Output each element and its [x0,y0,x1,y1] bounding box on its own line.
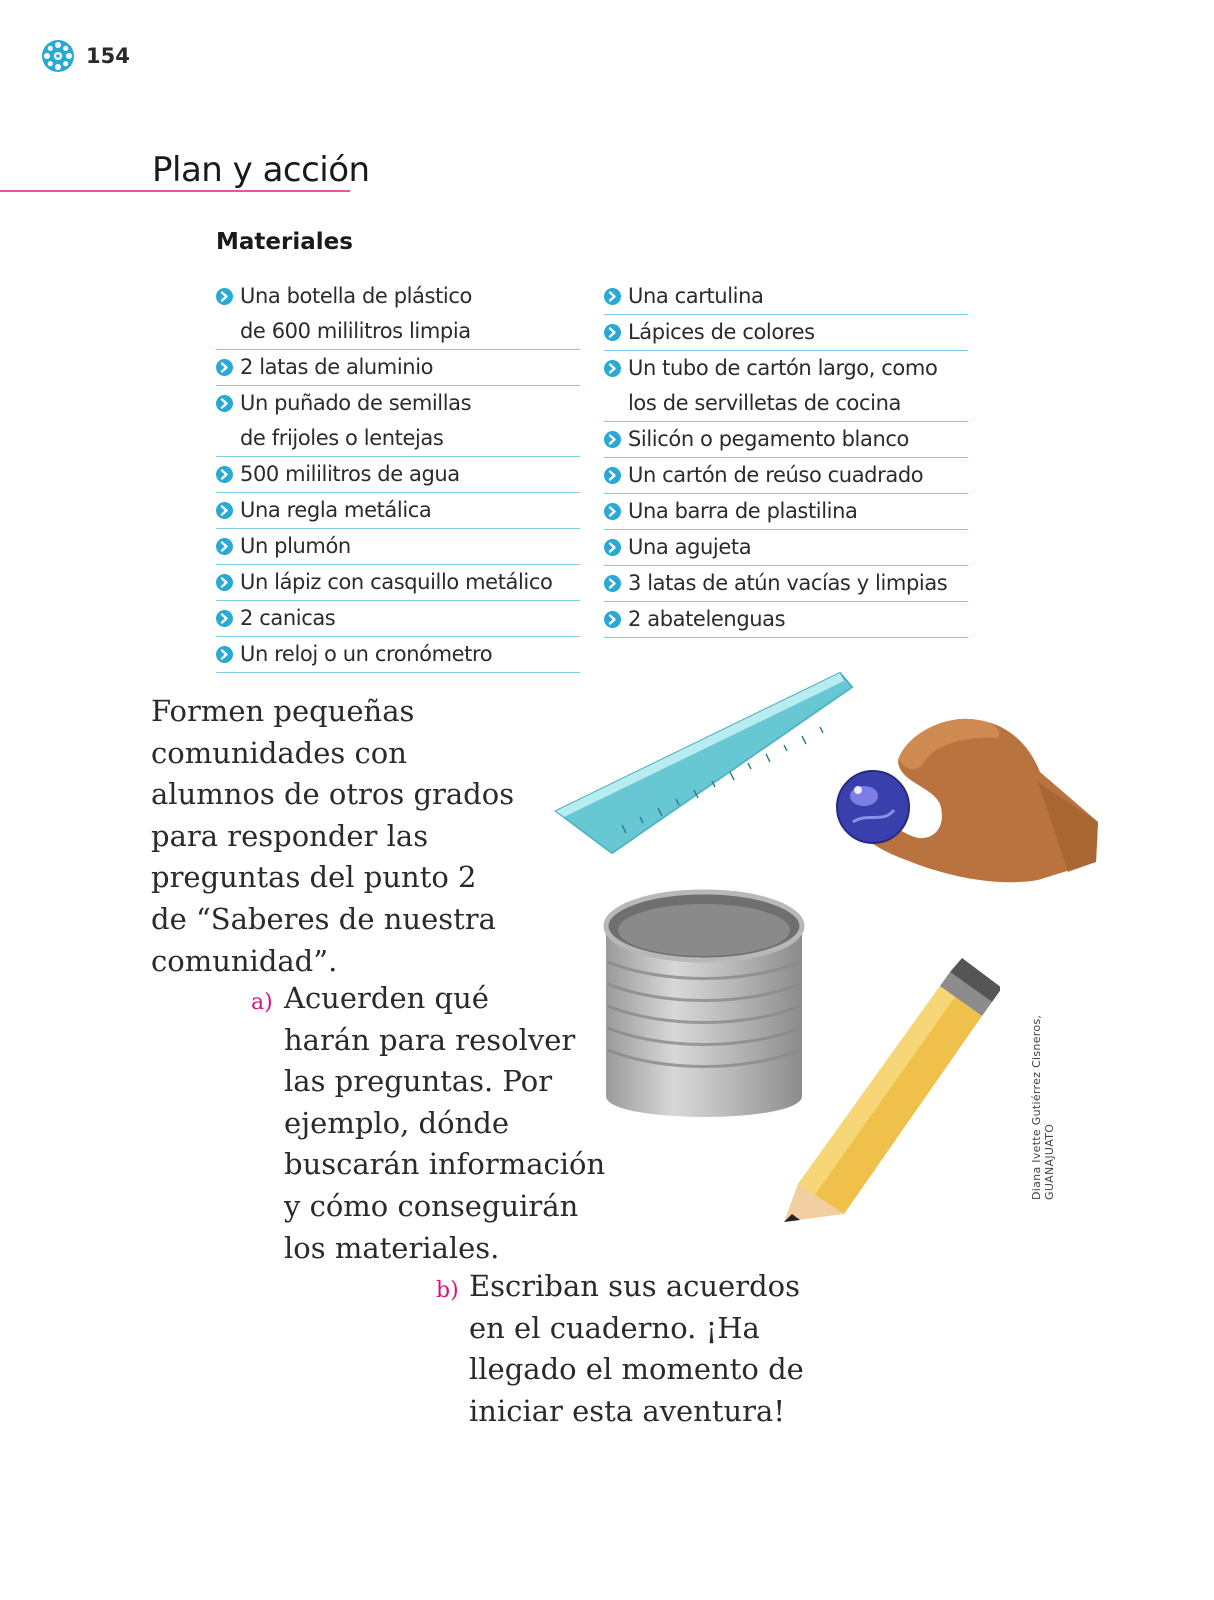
text-line: preguntas del punto 2 [151,860,477,895]
pencil-illustration [780,952,1000,1227]
material-item [216,493,580,529]
chevron-bullet-icon [216,359,233,376]
material-item-text: Una cartulina [628,284,764,308]
material-item [604,279,968,315]
material-item-text: Silicón o pegamento blanco [628,427,909,451]
illustration-credit: Diana Ivette Gutiérrez Cisneros, GUANAJUATO [1030,1014,1056,1200]
material-item-text: Lápices de colores [628,320,815,344]
chevron-bullet-icon [604,324,621,341]
material-item-text: Un lápiz con casquillo metálico [240,570,553,594]
chevron-bullet-icon [216,610,233,627]
ruler-illustration [552,665,857,865]
material-item [604,422,968,458]
material-item-text: Una regla metálica [240,498,432,522]
text-line: ejemplo, dónde [284,1105,509,1140]
item-b-marker: b) [436,1278,459,1303]
text-line: en el cuaderno. ¡Ha [469,1310,760,1345]
material-item [216,637,580,673]
material-item-text: Un cartón de reúso cuadrado [628,463,924,487]
materials-list-right [604,279,968,638]
material-item [216,386,580,457]
text-line: harán para resolver [284,1022,576,1057]
material-item-text: Una agujeta [628,535,752,559]
material-item-text: Una botella de plástico [240,284,472,308]
chevron-bullet-icon [604,575,621,592]
material-item-text: 500 mililitros de agua [240,462,460,486]
material-item-text: 2 canicas [240,606,336,630]
hand-with-marble-illustration [828,712,1108,892]
material-item [604,315,968,351]
text-line: para responder las [151,818,429,853]
chevron-bullet-icon [216,395,233,412]
material-item [216,565,580,601]
flower-ornament-icon [40,38,76,74]
text-line: buscarán información [284,1147,606,1182]
text-line: los materiales. [284,1230,500,1265]
text-line: Escriban sus acuerdos [469,1269,800,1303]
material-item [604,351,968,422]
material-item-text: Un tubo de cartón largo, como [628,356,938,380]
material-item-text: 2 abatelenguas [628,607,786,631]
chevron-bullet-icon [216,502,233,519]
material-item-text: de 600 mililitros limpia [240,319,471,343]
chevron-bullet-icon [604,288,621,305]
text-line: Formen pequeñas [151,694,415,728]
text-line: alumnos de otros grados [151,777,515,812]
chevron-bullet-icon [604,360,621,377]
material-item-text: Un reloj o un cronómetro [240,642,493,666]
material-item-text: de frijoles o lentejas [240,426,444,450]
text-line: y cómo conseguirán [284,1188,579,1223]
text-line: comunidades con [151,735,407,770]
page-number [40,38,130,74]
intro-paragraph [151,691,551,982]
text-line: Acuerden qué [284,981,489,1015]
item-a-marker: a) [251,990,273,1015]
chevron-bullet-icon [604,611,621,628]
material-item [216,279,580,350]
text-line: iniciar esta aventura! [469,1393,785,1428]
chevron-bullet-icon [604,539,621,556]
chevron-bullet-icon [216,538,233,555]
text-line: de “Saberes de nuestra [151,901,496,936]
chevron-bullet-icon [216,288,233,305]
title-underline [0,190,350,192]
chevron-bullet-icon [604,503,621,520]
text-line: las preguntas. Por [284,1064,553,1099]
material-item-text: Un plumón [240,534,351,558]
material-item [604,494,968,530]
chevron-bullet-icon [216,466,233,483]
text-line: comunidad”. [151,943,338,978]
chevron-bullet-icon [604,431,621,448]
material-item-text: 3 latas de atún vacías y limpias [628,571,948,595]
materials-heading: Materiales [216,229,353,255]
material-item-text: 2 latas de aluminio [240,355,434,379]
material-item [604,458,968,494]
section-title: Plan y acción [152,150,370,190]
chevron-bullet-icon [604,467,621,484]
item-b-text [469,1266,829,1432]
material-item-text: Un puñado de semillas [240,391,472,415]
material-item-text: los de servilletas de cocina [628,391,901,415]
material-item [604,530,968,566]
item-a-text [284,978,634,1269]
material-item [604,566,968,602]
page-number-text: 154 [86,44,130,68]
text-line: llegado el momento de [469,1352,804,1387]
material-item-text: Una barra de plastilina [628,499,858,523]
material-item [216,529,580,565]
material-item [216,350,580,386]
chevron-bullet-icon [216,574,233,591]
chevron-bullet-icon [216,646,233,663]
material-item [216,601,580,637]
material-item [604,602,968,638]
material-item [216,457,580,493]
materials-list-left [216,279,580,673]
